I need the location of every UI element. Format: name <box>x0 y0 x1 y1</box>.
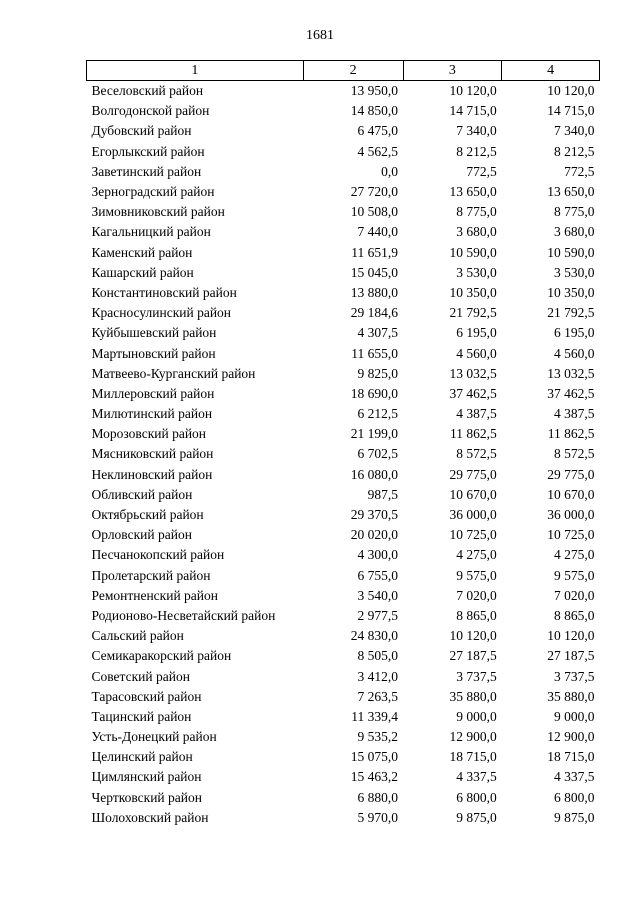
value-col-3: 10 120,0 <box>449 628 497 644</box>
value-col-2: 2 977,5 <box>357 607 399 623</box>
table-row <box>87 162 600 182</box>
table-row <box>87 646 600 666</box>
table-row <box>87 606 600 626</box>
value-col-2: 10 508,0 <box>350 204 399 220</box>
table-row <box>87 626 600 646</box>
column-header-4: 4 <box>502 61 600 81</box>
district-name: Милютинский район <box>91 406 213 422</box>
value-col-4: 9 875,0 <box>554 809 595 825</box>
table-row <box>87 424 600 444</box>
table-row <box>87 767 600 787</box>
value-col-4: 7 340,0 <box>554 123 595 139</box>
table-row <box>87 263 600 283</box>
value-col-2: 4 307,5 <box>357 325 399 341</box>
table-row <box>87 182 600 202</box>
value-col-2: 15 045,0 <box>350 264 399 280</box>
value-col-2: 9 825,0 <box>357 365 399 381</box>
value-col-3: 18 715,0 <box>449 749 497 765</box>
value-col-4: 12 900,0 <box>547 729 595 745</box>
header-row <box>87 61 600 81</box>
value-col-2: 29 184,6 <box>350 305 399 321</box>
value-col-2: 7 263,5 <box>357 688 399 704</box>
district-name: Красносулинский район <box>91 305 232 321</box>
value-col-2: 6 475,0 <box>357 123 399 139</box>
value-col-3: 14 715,0 <box>449 103 497 119</box>
value-col-3: 10 350,0 <box>449 284 497 300</box>
value-col-2: 4 562,5 <box>357 143 399 159</box>
value-col-4: 8 572,5 <box>554 446 595 462</box>
table-header <box>87 61 600 81</box>
district-name: Мясниковский район <box>91 446 214 462</box>
table-row <box>87 364 600 384</box>
value-col-2: 9 535,2 <box>357 729 399 745</box>
table-row <box>87 465 600 485</box>
value-col-2: 6 755,0 <box>357 567 399 583</box>
value-col-4: 4 337,5 <box>554 769 595 785</box>
table-row <box>87 505 600 525</box>
value-col-2: 6 702,5 <box>357 446 399 462</box>
table-row <box>87 545 600 565</box>
value-col-3: 11 862,5 <box>450 426 497 442</box>
value-col-4: 8 212,5 <box>554 143 595 159</box>
table-row <box>87 404 600 424</box>
value-col-2: 6 212,5 <box>357 406 399 422</box>
value-col-3: 8 865,0 <box>456 607 497 623</box>
value-col-4: 13 650,0 <box>547 184 595 200</box>
value-col-3: 37 462,5 <box>449 385 497 401</box>
district-name: Волгодонской район <box>91 103 210 119</box>
table-row <box>87 727 600 747</box>
value-col-3: 6 800,0 <box>456 789 497 805</box>
district-name: Кашарский район <box>91 264 194 280</box>
district-name: Матвеево-Курганский район <box>91 365 256 381</box>
value-col-3: 3 530,0 <box>456 264 497 280</box>
value-col-2: 18 690,0 <box>350 385 399 401</box>
value-col-4: 9 000,0 <box>554 708 595 724</box>
district-name: Октябрьский район <box>91 507 204 523</box>
table-row <box>87 81 600 102</box>
value-col-2: 0,0 <box>381 163 399 179</box>
district-name: Каменский район <box>91 244 193 260</box>
district-name: Дубовский район <box>91 123 192 139</box>
value-col-4: 6 195,0 <box>554 325 595 341</box>
value-col-4: 10 120,0 <box>547 83 595 99</box>
value-col-3: 7 340,0 <box>456 123 497 139</box>
value-col-4: 3 737,5 <box>554 668 595 684</box>
value-col-3: 21 792,5 <box>449 305 497 321</box>
table-body <box>87 81 600 828</box>
table-row <box>87 283 600 303</box>
value-col-4: 9 575,0 <box>554 567 595 583</box>
value-col-3: 13 650,0 <box>449 184 497 200</box>
value-col-4: 7 020,0 <box>554 587 595 603</box>
district-name: Ремонтненский район <box>91 587 218 603</box>
value-col-4: 21 792,5 <box>547 305 595 321</box>
value-col-3: 8 572,5 <box>456 446 497 462</box>
table-row <box>87 788 600 808</box>
table-row <box>87 384 600 404</box>
value-col-2: 11 339,4 <box>351 708 399 724</box>
value-col-2: 21 199,0 <box>350 426 399 442</box>
value-col-4: 29 775,0 <box>547 466 595 482</box>
value-col-4: 772,5 <box>564 163 595 179</box>
value-col-2: 11 651,9 <box>351 244 399 260</box>
district-name: Сальский район <box>91 628 184 644</box>
value-col-2: 5 970,0 <box>357 809 399 825</box>
value-col-4: 3 680,0 <box>554 224 595 240</box>
value-col-4: 10 120,0 <box>547 628 595 644</box>
value-col-4: 37 462,5 <box>547 385 595 401</box>
value-col-3: 4 387,5 <box>456 406 497 422</box>
table-row <box>87 121 600 141</box>
value-col-3: 10 725,0 <box>449 527 497 543</box>
district-name: Неклиновский район <box>91 466 213 482</box>
value-col-4: 4 387,5 <box>554 406 595 422</box>
value-col-4: 18 715,0 <box>547 749 595 765</box>
value-col-3: 772,5 <box>466 163 497 179</box>
table-row <box>87 586 600 606</box>
data-table <box>86 60 600 828</box>
value-col-2: 15 463,2 <box>350 769 399 785</box>
table-row <box>87 101 600 121</box>
value-col-2: 14 850,0 <box>350 103 399 119</box>
district-name: Мартыновский район <box>91 345 216 361</box>
value-col-2: 8 505,0 <box>357 648 399 664</box>
value-col-2: 15 075,0 <box>350 749 399 765</box>
value-col-4: 6 800,0 <box>554 789 595 805</box>
value-col-4: 4 275,0 <box>554 547 595 563</box>
district-name: Цимлянский район <box>91 769 202 785</box>
district-name: Куйбышевский район <box>91 325 217 341</box>
district-name: Егорлыкский район <box>91 143 205 159</box>
column-header-3: 3 <box>403 61 502 81</box>
column-header-2: 2 <box>303 61 403 81</box>
district-name: Тарасовский район <box>91 688 202 704</box>
value-col-4: 10 670,0 <box>547 486 595 502</box>
table-row <box>87 707 600 727</box>
value-col-2: 7 440,0 <box>357 224 399 240</box>
district-name: Тацинский район <box>91 708 192 724</box>
value-col-3: 3 737,5 <box>456 668 497 684</box>
value-col-3: 10 670,0 <box>449 486 497 502</box>
value-col-2: 24 830,0 <box>350 628 399 644</box>
value-col-3: 6 195,0 <box>456 325 497 341</box>
value-col-3: 27 187,5 <box>449 648 497 664</box>
value-col-3: 9 875,0 <box>456 809 497 825</box>
district-name: Пролетарский район <box>91 567 211 583</box>
value-col-4: 8 865,0 <box>554 607 595 623</box>
value-col-4: 13 032,5 <box>547 365 595 381</box>
value-col-4: 27 187,5 <box>547 648 595 664</box>
district-name: Шолоховский район <box>91 809 209 825</box>
value-col-3: 4 275,0 <box>456 547 497 563</box>
value-col-3: 8 212,5 <box>456 143 497 159</box>
value-col-2: 3 540,0 <box>357 587 399 603</box>
district-name: Кагальницкий район <box>91 224 211 240</box>
table-row <box>87 222 600 242</box>
value-col-3: 36 000,0 <box>449 507 497 523</box>
value-col-2: 13 880,0 <box>350 284 399 300</box>
table-row <box>87 343 600 363</box>
value-col-3: 10 120,0 <box>449 83 497 99</box>
table-row <box>87 323 600 343</box>
value-col-2: 4 300,0 <box>357 547 399 563</box>
table-row <box>87 666 600 686</box>
table-row <box>87 525 600 545</box>
district-name: Родионово-Несветайский район <box>91 607 276 623</box>
district-name: Чертковский район <box>91 789 202 805</box>
value-col-2: 3 412,0 <box>357 668 399 684</box>
table-row <box>87 485 600 505</box>
value-col-3: 12 900,0 <box>449 729 497 745</box>
district-name: Веселовский район <box>91 83 204 99</box>
value-col-4: 36 000,0 <box>547 507 595 523</box>
district-name: Константиновский район <box>91 284 237 300</box>
value-col-4: 11 862,5 <box>547 426 595 442</box>
value-col-3: 4 337,5 <box>456 769 497 785</box>
district-name: Зерноградский район <box>91 184 215 200</box>
value-col-3: 3 680,0 <box>456 224 497 240</box>
value-col-2: 20 020,0 <box>350 527 399 543</box>
table-row <box>87 202 600 222</box>
value-col-4: 3 530,0 <box>554 264 595 280</box>
value-col-4: 14 715,0 <box>547 103 595 119</box>
district-name: Обливский район <box>91 486 193 502</box>
value-col-4: 10 725,0 <box>547 527 595 543</box>
value-col-4: 8 775,0 <box>554 204 595 220</box>
value-col-2: 13 950,0 <box>350 83 399 99</box>
district-name: Заветинский район <box>91 163 202 179</box>
table-row <box>87 747 600 767</box>
district-name: Морозовский район <box>91 426 207 442</box>
table-row <box>87 444 600 464</box>
page-number: 1681 <box>306 28 334 43</box>
column-header-1: 1 <box>87 61 304 81</box>
district-name: Целинский район <box>91 749 193 765</box>
value-col-4: 4 560,0 <box>554 345 595 361</box>
district-name: Зимовниковский район <box>91 204 225 220</box>
table-row <box>87 303 600 323</box>
value-col-4: 10 350,0 <box>547 284 595 300</box>
value-col-2: 11 655,0 <box>351 345 399 361</box>
value-col-2: 6 880,0 <box>357 789 399 805</box>
value-col-3: 13 032,5 <box>449 365 497 381</box>
district-name: Орловский район <box>91 527 192 543</box>
district-name: Миллеровский район <box>91 385 215 401</box>
value-col-3: 7 020,0 <box>456 587 497 603</box>
table-row <box>87 808 600 828</box>
value-col-4: 10 590,0 <box>547 244 595 260</box>
value-col-2: 29 370,5 <box>350 507 399 523</box>
table-row <box>87 687 600 707</box>
table-row <box>87 566 600 586</box>
value-col-3: 8 775,0 <box>456 204 497 220</box>
table-row <box>87 243 600 263</box>
district-name: Песчанокопский район <box>91 547 225 563</box>
district-name: Усть-Донецкий район <box>91 729 217 745</box>
value-col-2: 16 080,0 <box>350 466 399 482</box>
value-col-3: 9 575,0 <box>456 567 497 583</box>
value-col-3: 10 590,0 <box>449 244 497 260</box>
value-col-3: 35 880,0 <box>449 688 497 704</box>
district-name: Семикаракорский район <box>91 648 232 664</box>
value-col-3: 29 775,0 <box>449 466 497 482</box>
district-name: Советский район <box>91 668 190 684</box>
value-col-3: 9 000,0 <box>456 708 497 724</box>
value-col-4: 35 880,0 <box>547 688 595 704</box>
value-col-2: 27 720,0 <box>350 184 399 200</box>
value-col-3: 4 560,0 <box>456 345 497 361</box>
value-col-2: 987,5 <box>367 486 399 502</box>
table-row <box>87 142 600 162</box>
